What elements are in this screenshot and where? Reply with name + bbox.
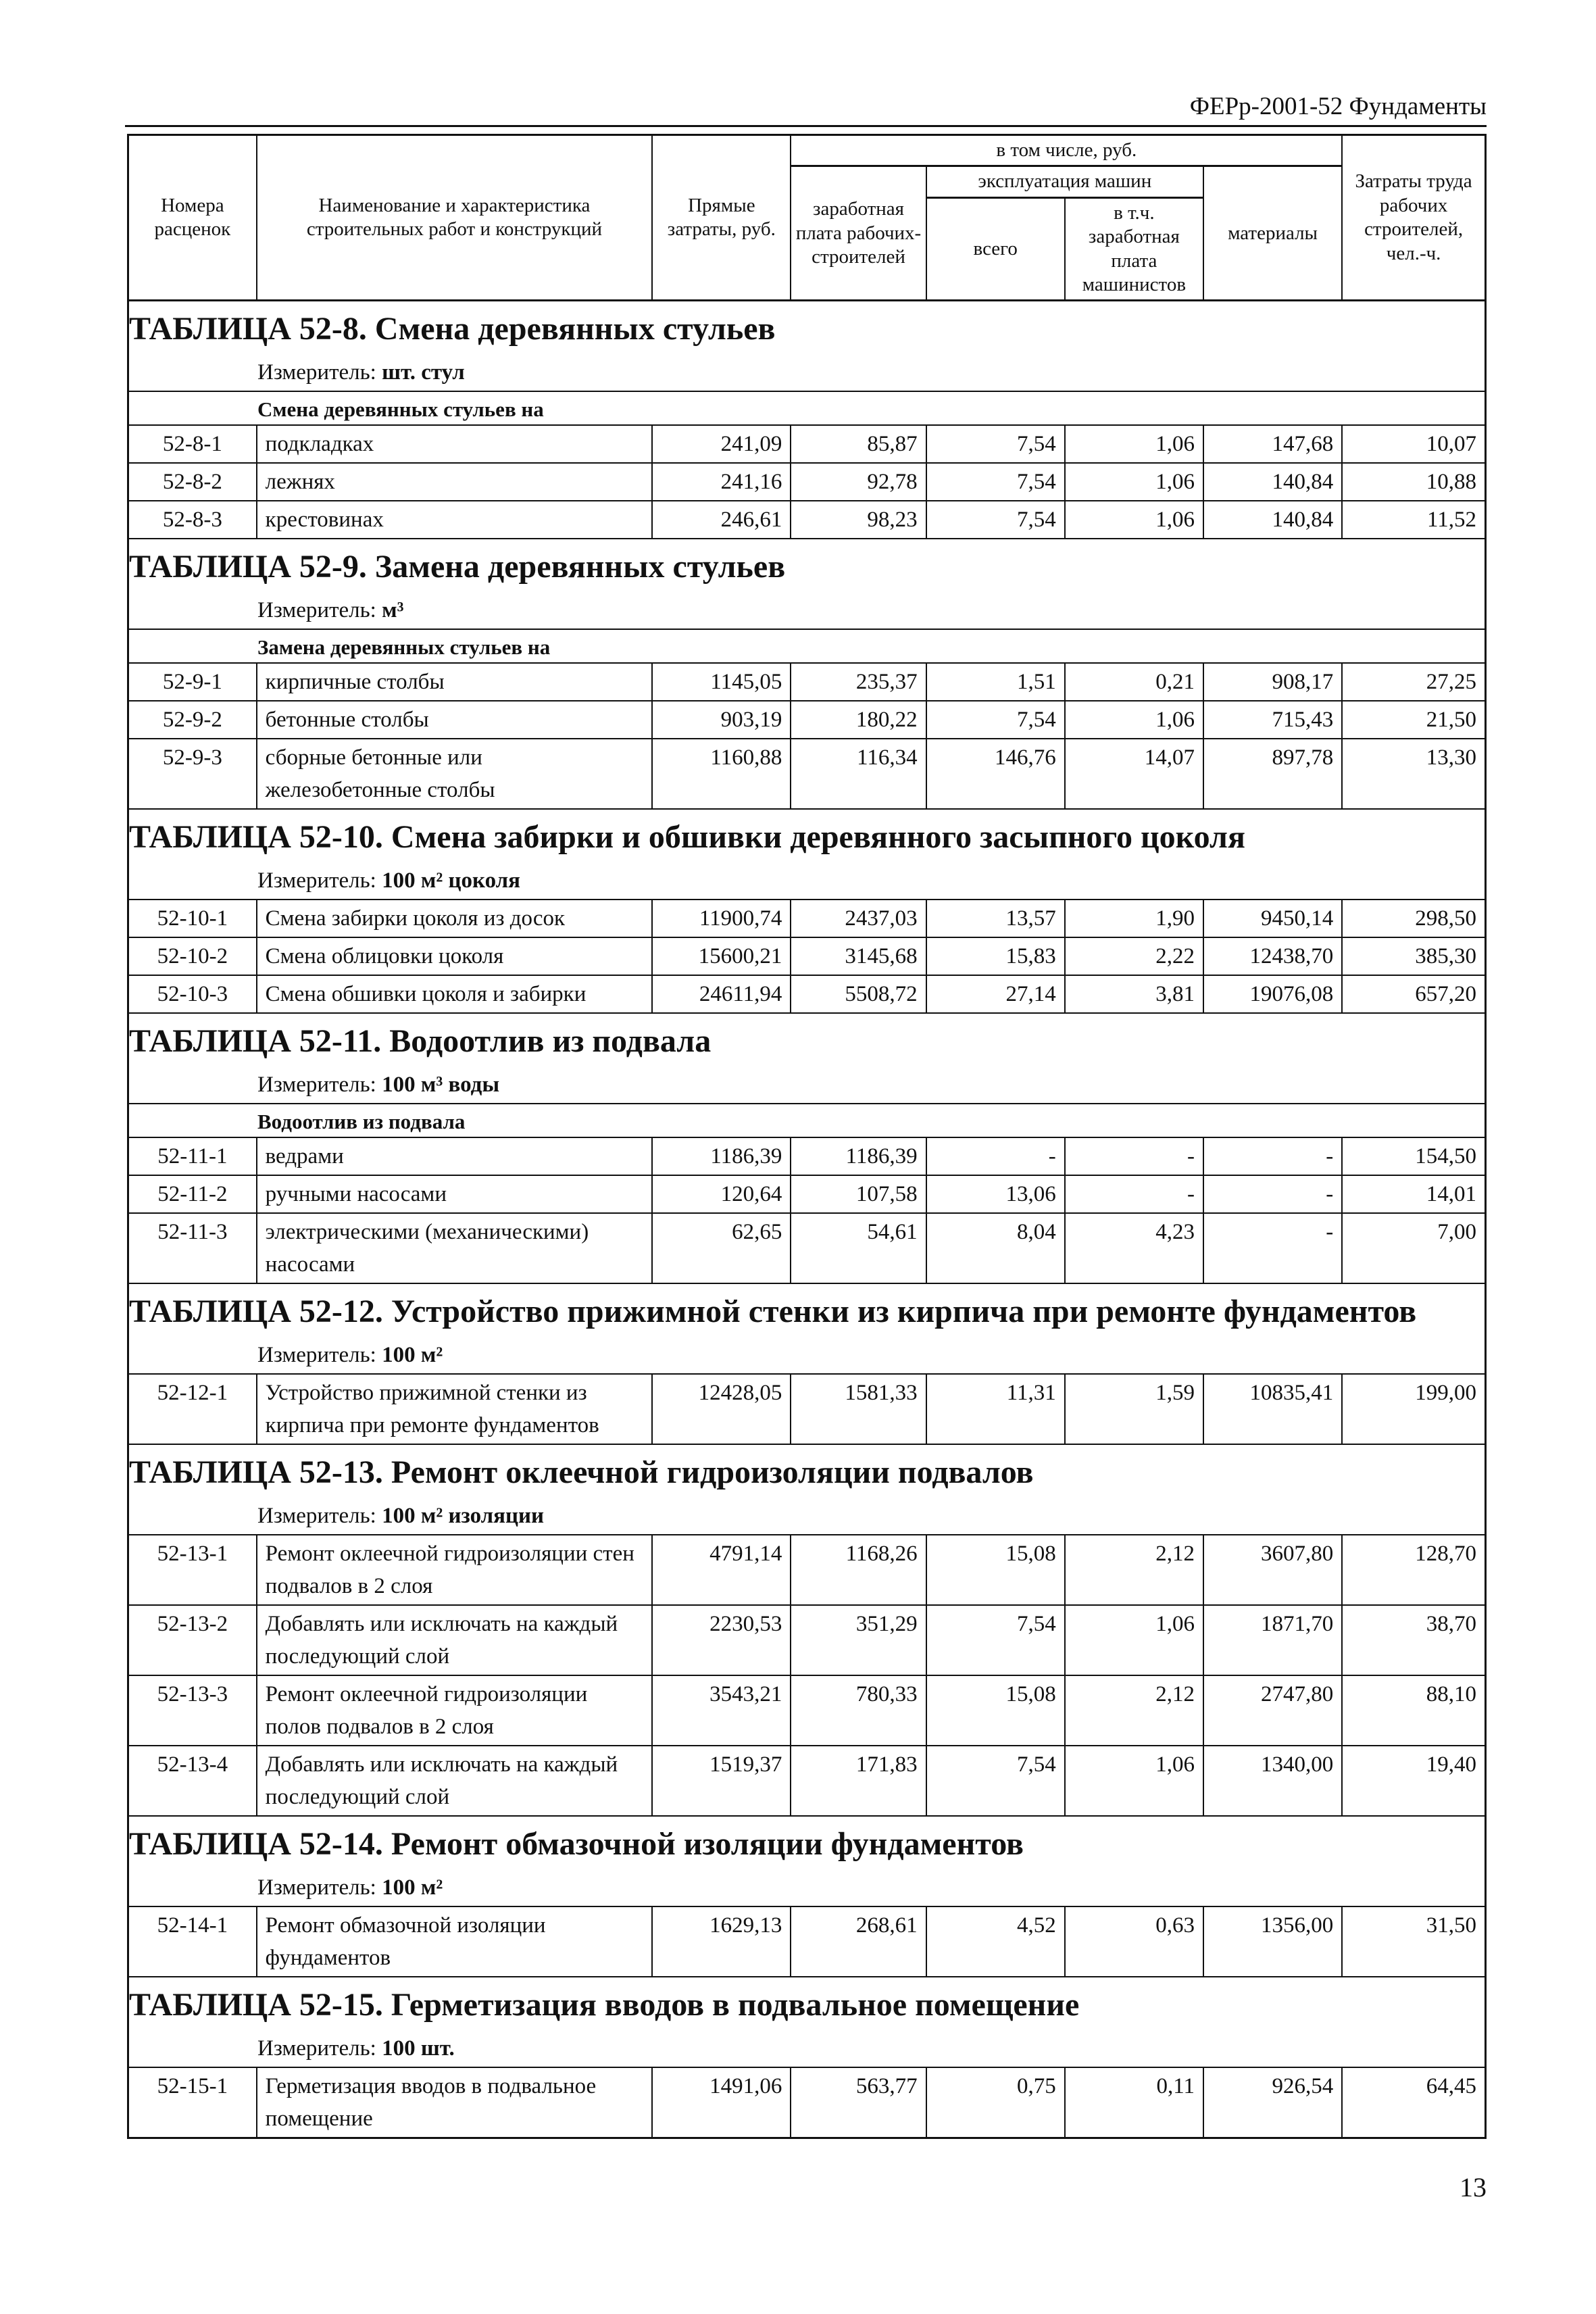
cell-mach: - [926, 1137, 1065, 1175]
meter-value: м³ [382, 598, 404, 623]
cell-mach: 7,54 [926, 425, 1065, 463]
cell-direct: 62,65 [652, 1213, 791, 1283]
cell-wages: 780,33 [791, 1675, 926, 1746]
cell-mach: 7,54 [926, 501, 1065, 539]
cell-name: Добавлять или исключать на каждый последующий слой [257, 1746, 653, 1816]
col-header-name: Наименование и характеристика строительных работ и конструкций [257, 135, 653, 301]
cell-code: 52-13-2 [128, 1605, 257, 1675]
meter [128, 861, 1486, 900]
cell-name: Смена забирки цоколя из досок [257, 900, 653, 937]
cell-name: бетонные столбы [257, 701, 653, 739]
cell-labor: 154,50 [1342, 1137, 1485, 1175]
meter-label: Измеритель: [257, 1073, 376, 1098]
running-title: ФЕРр-2001-52 Фундаменты [1189, 93, 1487, 120]
subheading: Водоотлив из подвала [128, 1104, 1486, 1137]
col-header-incl-group: в том числе, руб. [791, 135, 1342, 166]
cell-labor: 21,50 [1342, 701, 1485, 739]
subheading: Смена деревянных стульев на [128, 391, 1486, 425]
cell-direct: 1519,37 [652, 1746, 791, 1816]
meter-row [128, 1335, 1486, 1374]
cell-materials: 897,78 [1203, 739, 1342, 809]
cell-materials: 12438,70 [1203, 937, 1342, 975]
cell-materials: - [1203, 1137, 1342, 1175]
col-header-labor: Затраты труда рабочих строителей, чел.-ч. [1342, 135, 1485, 301]
cell-code: 52-11-1 [128, 1137, 257, 1175]
cell-mach: 146,76 [926, 739, 1065, 809]
meter [128, 2029, 1486, 2067]
cell-direct: 241,09 [652, 425, 791, 463]
meter-value: 100 м² цоколя [382, 868, 521, 893]
table-title: ТАБЛИЦА 52-11. Водоотлив из подвала [129, 1023, 712, 1060]
meter [128, 1335, 1486, 1374]
meter-label: Измеритель: [257, 868, 376, 893]
cell-code: 52-12-1 [128, 1374, 257, 1444]
cell-wages: 1581,33 [791, 1374, 926, 1444]
cell-name: Ремонт оклеечной гидроизоляции стен подвалов в 2 слоя [257, 1535, 653, 1605]
col-header-code: Номера расценок [128, 135, 257, 301]
meter-row [128, 861, 1486, 900]
cell-mach-wages: 0,63 [1065, 1906, 1203, 1977]
cell-mach: 15,83 [926, 937, 1065, 975]
cell-code: 52-10-3 [128, 975, 257, 1013]
cell-mach-wages: 1,06 [1065, 425, 1203, 463]
col-header-materials: материалы [1203, 166, 1342, 301]
cell-name: ведрами [257, 1137, 653, 1175]
cell-code: 52-8-3 [128, 501, 257, 539]
table-header [128, 135, 1486, 301]
cell-name: Смена облицовки цоколя [257, 937, 653, 975]
price-table [127, 134, 1487, 2139]
col-header-wages: заработная плата рабочих-строителей [791, 166, 926, 301]
table-title-row [128, 1444, 1486, 1496]
cell-labor: 64,45 [1342, 2067, 1485, 2138]
cell-labor: 14,01 [1342, 1175, 1485, 1213]
meter [128, 1496, 1486, 1535]
cell-mach: 7,54 [926, 701, 1065, 739]
cell-direct: 11900,74 [652, 900, 791, 937]
cell-mach: 7,54 [926, 463, 1065, 501]
cell-wages: 98,23 [791, 501, 926, 539]
meter-value: 100 м² [382, 1343, 443, 1368]
table-row [128, 1137, 1486, 1175]
cell-wages: 171,83 [791, 1746, 926, 1816]
cell-wages: 3145,68 [791, 937, 926, 975]
meter-value: шт. стул [382, 360, 465, 385]
table-row [128, 2067, 1486, 2138]
cell-wages: 235,37 [791, 663, 926, 701]
cell-wages: 1168,26 [791, 1535, 926, 1605]
running-header [125, 88, 1487, 127]
table-row [128, 1175, 1486, 1213]
cell-name: кирпичные столбы [257, 663, 653, 701]
table-row [128, 463, 1486, 501]
cell-code: 52-9-3 [128, 739, 257, 809]
cell-name: крестовинах [257, 501, 653, 539]
cell-materials: 2747,80 [1203, 1675, 1342, 1746]
cell-materials: 140,84 [1203, 463, 1342, 501]
meter-label: Измеритель: [257, 1504, 376, 1529]
cell-labor: 7,00 [1342, 1213, 1485, 1283]
cell-mach-wages: 2,22 [1065, 937, 1203, 975]
cell-direct: 1145,05 [652, 663, 791, 701]
table-title: ТАБЛИЦА 52-9. Замена деревянных стульев [129, 549, 786, 585]
cell-direct: 246,61 [652, 501, 791, 539]
table-title: ТАБЛИЦА 52-13. Ремонт оклеечной гидроизоляции подвалов [129, 1454, 1034, 1491]
cell-materials: 3607,80 [1203, 1535, 1342, 1605]
cell-labor: 13,30 [1342, 739, 1485, 809]
cell-mach-wages: 2,12 [1065, 1535, 1203, 1605]
meter-row [128, 1065, 1486, 1104]
cell-mach-wages: - [1065, 1137, 1203, 1175]
col-header-direct: Прямые затраты, руб. [652, 135, 791, 301]
table-row [128, 739, 1486, 809]
cell-wages: 268,61 [791, 1906, 926, 1977]
cell-mach: 8,04 [926, 1213, 1065, 1283]
cell-mach-wages: 1,06 [1065, 463, 1203, 501]
cell-materials: 10835,41 [1203, 1374, 1342, 1444]
table-title: ТАБЛИЦА 52-12. Устройство прижимной стенки из кирпича при ремонте фундаментов [129, 1294, 1417, 1330]
cell-code: 52-8-1 [128, 425, 257, 463]
cell-mach-wages: 4,23 [1065, 1213, 1203, 1283]
cell-mach-wages: 1,59 [1065, 1374, 1203, 1444]
table-row [128, 701, 1486, 739]
cell-direct: 24611,94 [652, 975, 791, 1013]
table-row [128, 1746, 1486, 1816]
cell-labor: 10,88 [1342, 463, 1485, 501]
cell-code: 52-10-1 [128, 900, 257, 937]
cell-materials: 140,84 [1203, 501, 1342, 539]
cell-materials: 1356,00 [1203, 1906, 1342, 1977]
cell-wages: 107,58 [791, 1175, 926, 1213]
meter [128, 1065, 1486, 1104]
cell-code: 52-14-1 [128, 1906, 257, 1977]
cell-direct: 1491,06 [652, 2067, 791, 2138]
table-title: ТАБЛИЦА 52-15. Герметизация вводов в подвальное помещение [129, 1987, 1080, 2023]
cell-mach: 4,52 [926, 1906, 1065, 1977]
cell-name: Добавлять или исключать на каждый последующий слой [257, 1605, 653, 1675]
cell-mach-wages: 1,06 [1065, 1746, 1203, 1816]
meter-value: 100 м² изоляции [382, 1504, 545, 1529]
cell-mach-wages: 0,11 [1065, 2067, 1203, 2138]
table-row [128, 900, 1486, 937]
cell-materials: 926,54 [1203, 2067, 1342, 2138]
cell-code: 52-13-1 [128, 1535, 257, 1605]
cell-materials: 147,68 [1203, 425, 1342, 463]
meter-label: Измеритель: [257, 1343, 376, 1368]
table-title: ТАБЛИЦА 52-14. Ремонт обмазочной изоляции фундаментов [129, 1826, 1024, 1863]
table-title-row [128, 301, 1486, 353]
col-header-machines-total: всего [926, 197, 1065, 301]
cell-direct: 12428,05 [652, 1374, 791, 1444]
cell-code: 52-9-2 [128, 701, 257, 739]
meter-row [128, 1868, 1486, 1906]
cell-mach: 7,54 [926, 1746, 1065, 1816]
cell-direct: 2230,53 [652, 1605, 791, 1675]
table-title-row [128, 539, 1486, 591]
meter-label: Измеритель: [257, 360, 376, 385]
subheading-row [128, 629, 1486, 663]
cell-name: ручными насосами [257, 1175, 653, 1213]
cell-materials: 715,43 [1203, 701, 1342, 739]
cell-mach-wages: 2,12 [1065, 1675, 1203, 1746]
cell-wages: 5508,72 [791, 975, 926, 1013]
cell-labor: 11,52 [1342, 501, 1485, 539]
meter-value: 100 шт. [382, 2036, 455, 2061]
cell-wages: 180,22 [791, 701, 926, 739]
cell-labor: 657,20 [1342, 975, 1485, 1013]
cell-name: Устройство прижимной стенки из кирпича при ремонте фундаментов [257, 1374, 653, 1444]
table-row [128, 1213, 1486, 1283]
meter-row [128, 1496, 1486, 1535]
cell-wages: 563,77 [791, 2067, 926, 2138]
cell-wages: 116,34 [791, 739, 926, 809]
table-row [128, 1535, 1486, 1605]
cell-code: 52-11-3 [128, 1213, 257, 1283]
cell-wages: 54,61 [791, 1213, 926, 1283]
cell-materials: 908,17 [1203, 663, 1342, 701]
cell-materials: - [1203, 1175, 1342, 1213]
cell-mach-wages: 1,06 [1065, 1605, 1203, 1675]
subheading-row [128, 391, 1486, 425]
cell-code: 52-13-3 [128, 1675, 257, 1746]
table-row [128, 663, 1486, 701]
cell-code: 52-11-2 [128, 1175, 257, 1213]
cell-materials: 9450,14 [1203, 900, 1342, 937]
meter-label: Измеритель: [257, 2036, 376, 2061]
cell-name: Смена обшивки цоколя и забирки [257, 975, 653, 1013]
table-row [128, 501, 1486, 539]
table-row [128, 1675, 1486, 1746]
cell-direct: 1186,39 [652, 1137, 791, 1175]
cell-wages: 351,29 [791, 1605, 926, 1675]
cell-code: 52-8-2 [128, 463, 257, 501]
cell-wages: 2437,03 [791, 900, 926, 937]
cell-mach-wages: 0,21 [1065, 663, 1203, 701]
cell-wages: 92,78 [791, 463, 926, 501]
cell-labor: 199,00 [1342, 1374, 1485, 1444]
table-title-row [128, 809, 1486, 861]
table-row [128, 937, 1486, 975]
cell-mach: 0,75 [926, 2067, 1065, 2138]
cell-labor: 19,40 [1342, 1746, 1485, 1816]
table-title-row [128, 1013, 1486, 1065]
cell-mach-wages: 1,90 [1065, 900, 1203, 937]
table-title-row [128, 1816, 1486, 1868]
cell-labor: 38,70 [1342, 1605, 1485, 1675]
meter-value: 100 м² [382, 1875, 443, 1900]
cell-materials: - [1203, 1213, 1342, 1283]
table-title-row [128, 1977, 1486, 2029]
cell-labor: 88,10 [1342, 1675, 1485, 1746]
cell-direct: 1160,88 [652, 739, 791, 809]
cell-name: подкладках [257, 425, 653, 463]
cell-labor: 27,25 [1342, 663, 1485, 701]
col-header-machines-group: эксплуатация машин [926, 166, 1203, 197]
cell-mach: 13,06 [926, 1175, 1065, 1213]
cell-code: 52-15-1 [128, 2067, 257, 2138]
table-row [128, 975, 1486, 1013]
cell-mach-wages: 3,81 [1065, 975, 1203, 1013]
table-row [128, 1605, 1486, 1675]
cell-labor: 298,50 [1342, 900, 1485, 937]
meter-label: Измеритель: [257, 1875, 376, 1900]
cell-labor: 31,50 [1342, 1906, 1485, 1977]
cell-direct: 15600,21 [652, 937, 791, 975]
cell-name: Ремонт оклеечной гидроизоляции полов подвалов в 2 слоя [257, 1675, 653, 1746]
cell-direct: 903,19 [652, 701, 791, 739]
table-row [128, 425, 1486, 463]
meter [128, 353, 1486, 391]
table-body [128, 301, 1486, 2138]
page-number: 13 [1460, 2172, 1487, 2202]
cell-direct: 3543,21 [652, 1675, 791, 1746]
meter-row [128, 353, 1486, 391]
cell-mach-wages: 1,06 [1065, 501, 1203, 539]
cell-direct: 4791,14 [652, 1535, 791, 1605]
table-title: ТАБЛИЦА 52-8. Смена деревянных стульев [129, 311, 776, 347]
cell-name: электрическими (механическими) насосами [257, 1213, 653, 1283]
cell-code: 52-9-1 [128, 663, 257, 701]
cell-mach-wages: 1,06 [1065, 701, 1203, 739]
table-title: ТАБЛИЦА 52-10. Смена забирки и обшивки деревянного засыпного цоколя [129, 819, 1245, 856]
subheading: Замена деревянных стульев на [128, 629, 1486, 663]
cell-mach: 15,08 [926, 1675, 1065, 1746]
cell-mach: 13,57 [926, 900, 1065, 937]
meter-row [128, 2029, 1486, 2067]
meter [128, 591, 1486, 629]
table-row [128, 1374, 1486, 1444]
subheading-row [128, 1104, 1486, 1137]
cell-code: 52-10-2 [128, 937, 257, 975]
cell-mach-wages: - [1065, 1175, 1203, 1213]
cell-mach: 11,31 [926, 1374, 1065, 1444]
cell-mach: 27,14 [926, 975, 1065, 1013]
cell-direct: 241,16 [652, 463, 791, 501]
cell-labor: 128,70 [1342, 1535, 1485, 1605]
cell-wages: 85,87 [791, 425, 926, 463]
col-header-machines-wages: в т.ч. заработная плата машинистов [1065, 197, 1203, 301]
cell-wages: 1186,39 [791, 1137, 926, 1175]
cell-code: 52-13-4 [128, 1746, 257, 1816]
cell-name: Ремонт обмазочной изоляции фундаментов [257, 1906, 653, 1977]
cell-direct: 1629,13 [652, 1906, 791, 1977]
table-row [128, 1906, 1486, 1977]
cell-name: лежнях [257, 463, 653, 501]
cell-materials: 1340,00 [1203, 1746, 1342, 1816]
cell-labor: 10,07 [1342, 425, 1485, 463]
cell-name: Герметизация вводов в подвальное помещение [257, 2067, 653, 2138]
cell-mach: 15,08 [926, 1535, 1065, 1605]
meter [128, 1868, 1486, 1906]
cell-direct: 120,64 [652, 1175, 791, 1213]
cell-materials: 1871,70 [1203, 1605, 1342, 1675]
meter-value: 100 м³ воды [382, 1073, 500, 1098]
cell-labor: 385,30 [1342, 937, 1485, 975]
meter-label: Измеритель: [257, 598, 376, 623]
cell-mach-wages: 14,07 [1065, 739, 1203, 809]
cell-mach: 1,51 [926, 663, 1065, 701]
cell-materials: 19076,08 [1203, 975, 1342, 1013]
meter-row [128, 591, 1486, 629]
table-title-row [128, 1283, 1486, 1335]
cell-name: сборные бетонные или железобетонные столбы [257, 739, 653, 809]
cell-mach: 7,54 [926, 1605, 1065, 1675]
